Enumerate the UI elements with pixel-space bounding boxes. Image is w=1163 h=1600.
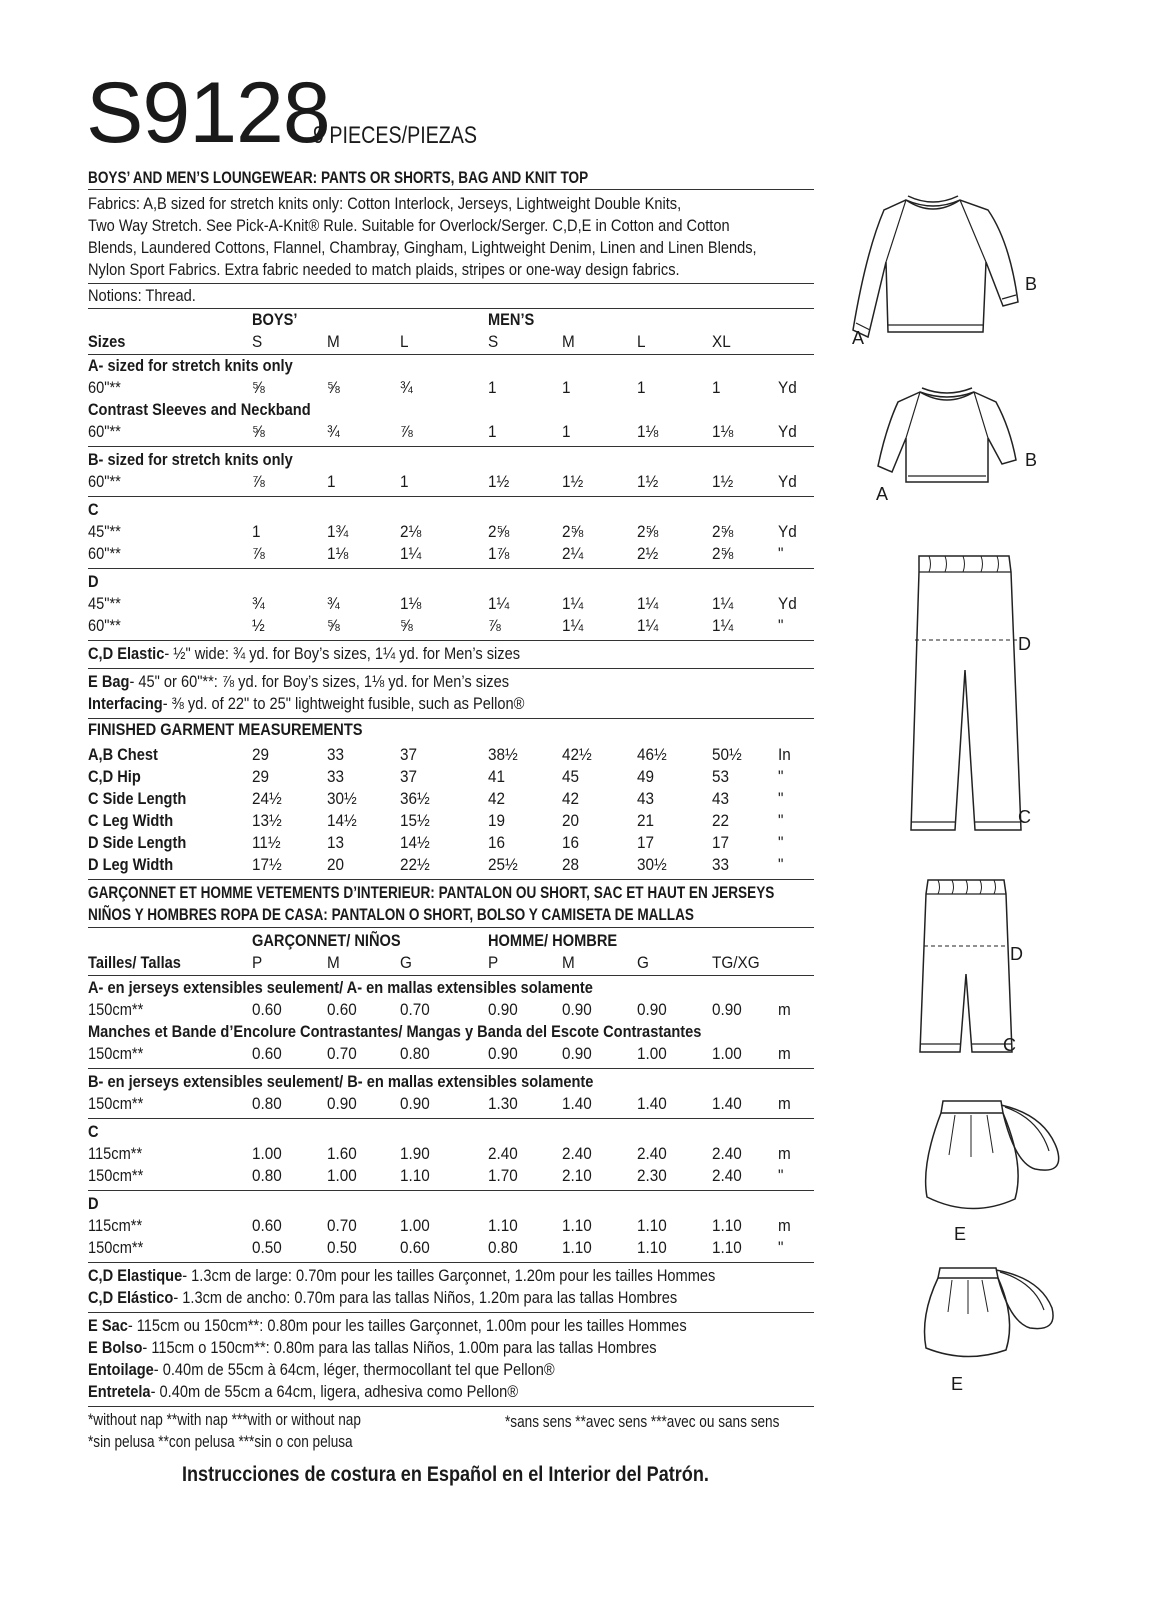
row-label: 150cm** <box>88 1094 144 1113</box>
yardage-cell: 1.00 <box>327 1166 357 1185</box>
measurement-cell: 42 <box>488 789 506 808</box>
unit-cell: In <box>778 745 791 764</box>
view-label-b: B <box>1025 274 1038 294</box>
row-label: C <box>88 1122 99 1141</box>
measurement-cell: 38½ <box>488 745 518 764</box>
measurement-cell: 17½ <box>252 855 282 874</box>
divider-rule <box>88 568 814 569</box>
yardage-cell: 1.40 <box>562 1094 592 1113</box>
row-label: A- en jerseys extensibles seulement/ A- en mallas extensibles solamente <box>88 978 593 997</box>
note-line <box>88 1338 657 1358</box>
yardage-cell: 0.60 <box>252 1000 282 1019</box>
yardage-cell: 1¼ <box>562 616 584 635</box>
yardage-cell: 2.40 <box>488 1144 518 1163</box>
note-label: Entoilage <box>88 1360 154 1379</box>
drawstring-bag-small-illustration <box>912 1262 1062 1372</box>
divider-rule <box>88 189 814 190</box>
sizes-label: Tailles/ Tallas <box>88 953 181 972</box>
measurement-label: C Leg Width <box>88 811 174 830</box>
yardage-cell: 1½ <box>562 472 584 491</box>
yardage-cell: 2⅝ <box>712 544 734 563</box>
note-line <box>88 1360 555 1380</box>
unit-cell: " <box>778 1166 784 1185</box>
row-label: 150cm** <box>88 1044 144 1063</box>
unit-cell: " <box>778 833 784 852</box>
measurement-cell: 16 <box>488 833 506 852</box>
row-label: 60"** <box>88 422 121 441</box>
yardage-cell: ⅞ <box>252 544 265 563</box>
yardage-cell: 1.40 <box>637 1094 667 1113</box>
divider-rule <box>88 283 814 284</box>
measurement-cell: 13 <box>327 833 345 852</box>
yardage-cell: ¾ <box>400 378 413 397</box>
note-text: - 115cm ou 150cm**: 0.80m pour les tailles Garçonnet, 1.00m pour les tailles Hommes <box>127 1316 687 1335</box>
yardage-cell: 1¼ <box>488 594 510 613</box>
row-label: 60"** <box>88 472 121 491</box>
row-label: B- sized for stretch knits only <box>88 450 293 469</box>
yardage-cell: 0.80 <box>488 1238 518 1257</box>
yardage-cell: ¾ <box>327 422 340 441</box>
unit-cell: " <box>778 789 784 808</box>
yardage-cell: 1 <box>637 378 646 397</box>
measurement-cell: 29 <box>252 745 270 764</box>
yardage-cell: 1.00 <box>712 1044 742 1063</box>
yardage-cell: 0.60 <box>252 1216 282 1235</box>
yardage-cell: ¾ <box>327 594 340 613</box>
yardage-cell: 2⅝ <box>488 522 510 541</box>
yardage-cell: 1 <box>712 378 721 397</box>
divider-rule <box>88 927 814 928</box>
note-label: E Sac <box>88 1316 128 1335</box>
row-label: 60"** <box>88 544 121 563</box>
measurement-cell: 15½ <box>400 811 430 830</box>
yardage-cell: 1.10 <box>712 1238 742 1257</box>
measurement-cell: 20 <box>562 811 580 830</box>
note-label: C,D Elástico <box>88 1288 174 1307</box>
yardage-cell: 1½ <box>637 472 659 491</box>
divider-rule <box>88 446 814 447</box>
divider-rule <box>88 1262 814 1263</box>
yardage-cell: 0.70 <box>327 1216 357 1235</box>
yardage-cell: 1 <box>562 378 571 397</box>
yardage-cell: 2.40 <box>562 1144 592 1163</box>
fabrics-line: Two Way Stretch. See Pick-A-Knit® Rule. Suitable for Overlock/Serger. C,D,E in Cotton and Cotton <box>88 216 730 235</box>
divider-rule <box>88 1406 814 1407</box>
view-label-c: C <box>1018 807 1031 827</box>
unit-cell: Yd <box>778 472 797 491</box>
yardage-cell: 1½ <box>488 472 510 491</box>
note-text: - 115cm o 150cm**: 0.80m para las tallas Niños, 1.00m para las tallas Hombres <box>142 1338 657 1357</box>
yardage-cell: 0.90 <box>562 1000 592 1019</box>
measurement-label: A,B Chest <box>88 745 158 764</box>
fabrics-line: Nylon Sport Fabrics. Extra fabric needed to match plaids, stripes or one-way design fabrics. <box>88 260 680 279</box>
measurement-cell: 36½ <box>400 789 430 808</box>
yardage-cell: 1.40 <box>712 1094 742 1113</box>
unit-cell: Yd <box>778 522 797 541</box>
yardage-cell: 2.10 <box>562 1166 592 1185</box>
note-label: E Bolso <box>88 1338 143 1357</box>
yardage-cell: ⅝ <box>327 616 340 635</box>
yardage-cell: 1.10 <box>562 1216 592 1235</box>
yardage-cell: 1¼ <box>637 616 659 635</box>
unit-cell: " <box>778 616 784 635</box>
note-text: - 1.3cm de large: 0.70m pour les tailles Garçonnet, 1.20m pour les tailles Hommes <box>182 1266 716 1285</box>
divider-rule <box>88 1312 814 1313</box>
note-line <box>88 1316 687 1336</box>
sizes-label: Sizes <box>88 332 126 351</box>
view-label-d: D <box>1018 634 1031 654</box>
divider-rule <box>88 718 814 719</box>
unit-cell: Yd <box>778 422 797 441</box>
measurement-cell: 43 <box>712 789 730 808</box>
elastic-note <box>88 644 520 664</box>
unit-cell: " <box>778 811 784 830</box>
measurement-cell: 46½ <box>637 745 667 764</box>
row-label: Manches et Bande d’Encolure Contrastantes/ Mangas y Banda del Escote Contrastantes <box>88 1022 702 1041</box>
row-label: Contrast Sleeves and Neckband <box>88 400 311 419</box>
yardage-cell: 1.10 <box>712 1216 742 1235</box>
unit-cell: m <box>778 1144 791 1163</box>
measurement-cell: 42½ <box>562 745 592 764</box>
unit-cell: m <box>778 1044 791 1063</box>
view-label-e: E <box>954 1224 967 1244</box>
knit-top-short-sleeve-illustration <box>872 380 1022 490</box>
yardage-cell: ⅞ <box>252 472 265 491</box>
unit-cell: " <box>778 855 784 874</box>
divider-rule <box>88 879 814 880</box>
yardage-cell: 1¼ <box>637 594 659 613</box>
divider-rule <box>88 668 814 669</box>
bag-note <box>88 672 509 692</box>
measurement-cell: 22½ <box>400 855 430 874</box>
measurement-cell: 13½ <box>252 811 282 830</box>
measurement-cell: 30½ <box>637 855 667 874</box>
yardage-cell: 2⅛ <box>400 522 422 541</box>
unit-cell: Yd <box>778 378 797 397</box>
measurement-cell: 28 <box>562 855 580 874</box>
note-text: - 1.3cm de ancho: 0.70m para las tallas Niños, 1.20m para las tallas Hombres <box>173 1288 678 1307</box>
yardage-cell: 2¼ <box>562 544 584 563</box>
yardage-cell: 1.10 <box>400 1166 430 1185</box>
unit-cell: " <box>778 1238 784 1257</box>
yardage-cell: 0.50 <box>327 1238 357 1257</box>
size-header: G <box>400 953 412 972</box>
yardage-cell: 2.40 <box>637 1144 667 1163</box>
group-header-mens: HOMME/ HOMBRE <box>488 931 618 950</box>
yardage-cell: 0.90 <box>712 1000 742 1019</box>
yardage-cell: 1.90 <box>400 1144 430 1163</box>
measurement-cell: 33 <box>327 745 345 764</box>
yardage-cell: 1⅛ <box>400 594 422 613</box>
divider-rule <box>88 1068 814 1069</box>
divider-rule <box>88 308 814 309</box>
unit-cell: " <box>778 767 784 786</box>
yardage-cell: 2⅝ <box>712 522 734 541</box>
title-spanish: NIÑOS Y HOMBRES ROPA DE CASA: PANTALON O SHORT, BOLSO Y CAMISETA DE MALLAS <box>88 905 694 924</box>
divider-rule <box>88 1118 814 1119</box>
yardage-cell: ⅝ <box>252 378 265 397</box>
measurement-cell: 16 <box>562 833 580 852</box>
unit-cell: m <box>778 1094 791 1113</box>
size-header: S <box>488 332 499 351</box>
unit-cell: " <box>778 544 784 563</box>
yardage-cell: 0.50 <box>252 1238 282 1257</box>
yardage-cell: 0.90 <box>637 1000 667 1019</box>
size-header: S <box>252 332 263 351</box>
note-label: Interfacing <box>88 694 163 713</box>
shorts-pants-illustration <box>916 874 1016 1058</box>
size-header: M <box>327 332 340 351</box>
note-text: - 45" or 60"**: ⅞ yd. for Boy’s sizes, 1⅛ yd. for Men’s sizes <box>129 672 510 691</box>
row-label: 60"** <box>88 378 121 397</box>
measurement-cell: 11½ <box>252 833 281 852</box>
yardage-cell: 1.00 <box>252 1144 282 1163</box>
yardage-cell: 0.60 <box>327 1000 357 1019</box>
note-label: C,D Elastic <box>88 644 165 663</box>
yardage-cell: 1.70 <box>488 1166 518 1185</box>
yardage-cell: ⅞ <box>400 422 413 441</box>
size-header: M <box>562 953 575 972</box>
yardage-cell: 1¼ <box>712 616 734 635</box>
yardage-cell: 0.90 <box>327 1094 357 1113</box>
divider-rule <box>88 496 814 497</box>
unit-cell: m <box>778 1216 791 1235</box>
unit-cell: m <box>778 1000 791 1019</box>
view-label-a: A <box>852 328 865 348</box>
yardage-cell: 1.00 <box>637 1044 667 1063</box>
footnote-french: *sans sens **avec sens ***avec ou sans sens <box>505 1412 780 1431</box>
yardage-cell: 0.80 <box>252 1166 282 1185</box>
yardage-cell: ½ <box>252 616 265 635</box>
yardage-cell: 1 <box>488 378 497 397</box>
measurement-cell: 25½ <box>488 855 518 874</box>
measurement-cell: 53 <box>712 767 730 786</box>
yardage-cell: 1.60 <box>327 1144 357 1163</box>
group-header-mens: MEN’S <box>488 310 535 329</box>
yardage-cell: 1.10 <box>637 1238 667 1257</box>
long-pants-illustration <box>905 550 1025 840</box>
size-header: G <box>637 953 649 972</box>
yardage-cell: 0.60 <box>252 1044 282 1063</box>
measurement-cell: 22 <box>712 811 730 830</box>
divider-rule <box>88 975 814 976</box>
piece-count: 9 PIECES/PIEZAS <box>313 122 478 149</box>
measurement-cell: 20 <box>327 855 345 874</box>
yardage-cell: 0.90 <box>400 1094 430 1113</box>
size-header: P <box>488 953 499 972</box>
yardage-cell: 1 <box>327 472 336 491</box>
measurement-cell: 17 <box>712 833 730 852</box>
row-label: 115cm** <box>88 1216 143 1235</box>
measurement-cell: 37 <box>400 767 418 786</box>
drawstring-bag-illustration <box>915 1095 1065 1221</box>
view-label-c: C <box>1003 1035 1016 1055</box>
yardage-cell: 1¼ <box>712 594 734 613</box>
measurement-label: D Leg Width <box>88 855 174 874</box>
row-label: 150cm** <box>88 1000 144 1019</box>
measurement-cell: 33 <box>327 767 345 786</box>
measurement-cell: 45 <box>562 767 580 786</box>
fabrics-line: Blends, Laundered Cottons, Flannel, Chambray, Gingham, Lightweight Denim, Linen and Linen Blends, <box>88 238 757 257</box>
yardage-cell: 0.70 <box>327 1044 357 1063</box>
row-label: A- sized for stretch knits only <box>88 356 293 375</box>
measurement-cell: 14½ <box>327 811 357 830</box>
measurement-cell: 17 <box>637 833 655 852</box>
yardage-cell: 1¾ <box>327 522 349 541</box>
yardage-cell: 1 <box>252 522 261 541</box>
yardage-cell: 2.40 <box>712 1166 742 1185</box>
interfacing-note <box>88 694 524 714</box>
yardage-cell: 2.40 <box>712 1144 742 1163</box>
pattern-number: S9128 <box>86 65 330 161</box>
note-label: C,D Elastique <box>88 1266 183 1285</box>
measurement-cell: 42 <box>562 789 580 808</box>
yardage-cell: 0.80 <box>252 1094 282 1113</box>
notions: Notions: Thread. <box>88 286 196 305</box>
row-label: B- en jerseys extensibles seulement/ B- en mallas extensibles solamente <box>88 1072 594 1091</box>
yardage-cell: 1¼ <box>562 594 584 613</box>
row-label: 150cm** <box>88 1166 144 1185</box>
yardage-cell: 1⅛ <box>637 422 659 441</box>
row-label: 45"** <box>88 522 121 541</box>
measurement-cell: 19 <box>488 811 506 830</box>
measurement-label: D Side Length <box>88 833 187 852</box>
note-label: Entretela <box>88 1382 151 1401</box>
divider-rule <box>88 354 814 355</box>
size-header: L <box>400 332 409 351</box>
note-text: - 0.40m de 55cm à 64cm, léger, thermocollant tel que Pellon® <box>153 1360 555 1379</box>
yardage-cell: 1⅛ <box>327 544 349 563</box>
yardage-cell: 1.00 <box>400 1216 430 1235</box>
measurement-label: C,D Hip <box>88 767 141 786</box>
measurement-cell: 30½ <box>327 789 357 808</box>
title-english: BOYS’ AND MEN’S LOUNGEWEAR: PANTS OR SHORTS, BAG AND KNIT TOP <box>88 168 589 187</box>
note-text: - ½" wide: ¾ yd. for Boy’s sizes, 1¼ yd. for Men’s sizes <box>164 644 521 663</box>
yardage-cell: ⅝ <box>400 616 413 635</box>
row-label: D <box>88 572 99 591</box>
measurement-cell: 21 <box>637 811 655 830</box>
yardage-cell: ⅝ <box>252 422 265 441</box>
title-french: GARÇONNET ET HOMME VETEMENTS D’INTERIEUR: PANTALON OU SHORT, SAC ET HAUT EN JERSEYS <box>88 883 775 902</box>
row-label: 115cm** <box>88 1144 143 1163</box>
row-label: 45"** <box>88 594 121 613</box>
yardage-cell: 0.80 <box>400 1044 430 1063</box>
yardage-cell: 0.90 <box>488 1000 518 1019</box>
size-header: XL <box>712 332 731 351</box>
row-label: 60"** <box>88 616 121 635</box>
view-label-a: A <box>876 484 889 504</box>
size-header: TG/XG <box>712 953 760 972</box>
measurement-cell: 33 <box>712 855 730 874</box>
view-label-b: B <box>1025 450 1038 470</box>
yardage-cell: ⅝ <box>327 378 340 397</box>
measurement-cell: 37 <box>400 745 418 764</box>
yardage-cell: ⅞ <box>488 616 501 635</box>
footnote-english: *without nap **with nap ***with or without nap <box>88 1410 361 1429</box>
group-header-boys: BOYS’ <box>252 310 298 329</box>
size-header: P <box>252 953 263 972</box>
yardage-cell: 0.90 <box>562 1044 592 1063</box>
yardage-cell: 0.60 <box>400 1238 430 1257</box>
row-label: D <box>88 1194 99 1213</box>
unit-cell: Yd <box>778 594 797 613</box>
view-label-e: E <box>951 1374 964 1394</box>
yardage-cell: 1¼ <box>400 544 422 563</box>
note-line <box>88 1382 518 1402</box>
yardage-cell: 0.70 <box>400 1000 430 1019</box>
yardage-cell: 1 <box>400 472 409 491</box>
yardage-cell: ¾ <box>252 594 265 613</box>
yardage-cell: 1½ <box>712 472 734 491</box>
note-text: - ⅜ yd. of 22" to 25" lightweight fusible, such as Pellon® <box>162 694 525 713</box>
row-label: C <box>88 500 99 519</box>
note-line <box>88 1266 715 1286</box>
measurements-title: FINISHED GARMENT MEASUREMENTS <box>88 720 363 739</box>
size-header: M <box>327 953 340 972</box>
yardage-cell: 2⅝ <box>637 522 659 541</box>
measurement-cell: 49 <box>637 767 655 786</box>
measurement-cell: 50½ <box>712 745 742 764</box>
size-header: L <box>637 332 646 351</box>
note-text: - 0.40m de 55cm a 64cm, ligera, adhesiva como Pellon® <box>150 1382 519 1401</box>
divider-rule <box>88 640 814 641</box>
footnote-spanish: *sin pelusa **con pelusa ***sin o con pelusa <box>88 1432 353 1451</box>
yardage-cell: 1 <box>562 422 571 441</box>
yardage-cell: 1⅛ <box>712 422 734 441</box>
measurement-cell: 14½ <box>400 833 430 852</box>
measurement-cell: 43 <box>637 789 655 808</box>
fabrics-line: Fabrics: A,B sized for stretch knits only: Cotton Interlock, Jerseys, Lightweight Double Knits, <box>88 194 682 213</box>
knit-top-long-sleeve-illustration <box>848 182 1028 352</box>
yardage-cell: 2½ <box>637 544 659 563</box>
size-header: M <box>562 332 575 351</box>
divider-rule <box>88 1190 814 1191</box>
view-label-d: D <box>1010 944 1023 964</box>
measurement-cell: 24½ <box>252 789 282 808</box>
measurement-cell: 29 <box>252 767 270 786</box>
yardage-cell: 1⅞ <box>488 544 510 563</box>
measurement-label: C Side Length <box>88 789 187 808</box>
yardage-cell: 1.10 <box>488 1216 518 1235</box>
yardage-cell: 2⅝ <box>562 522 584 541</box>
group-header-boys: GARÇONNET/ NIÑOS <box>252 931 401 950</box>
spanish-instructions-note: Instrucciones de costura en Español en el Interior del Patrón. <box>182 1463 709 1486</box>
yardage-cell: 0.90 <box>488 1044 518 1063</box>
yardage-cell: 2.30 <box>637 1166 667 1185</box>
measurement-cell: 41 <box>488 767 506 786</box>
row-label: 150cm** <box>88 1238 144 1257</box>
note-line <box>88 1288 677 1308</box>
yardage-cell: 1.30 <box>488 1094 518 1113</box>
yardage-cell: 1.10 <box>637 1216 667 1235</box>
yardage-cell: 1 <box>488 422 497 441</box>
note-label: E Bag <box>88 672 130 691</box>
yardage-cell: 1.10 <box>562 1238 592 1257</box>
